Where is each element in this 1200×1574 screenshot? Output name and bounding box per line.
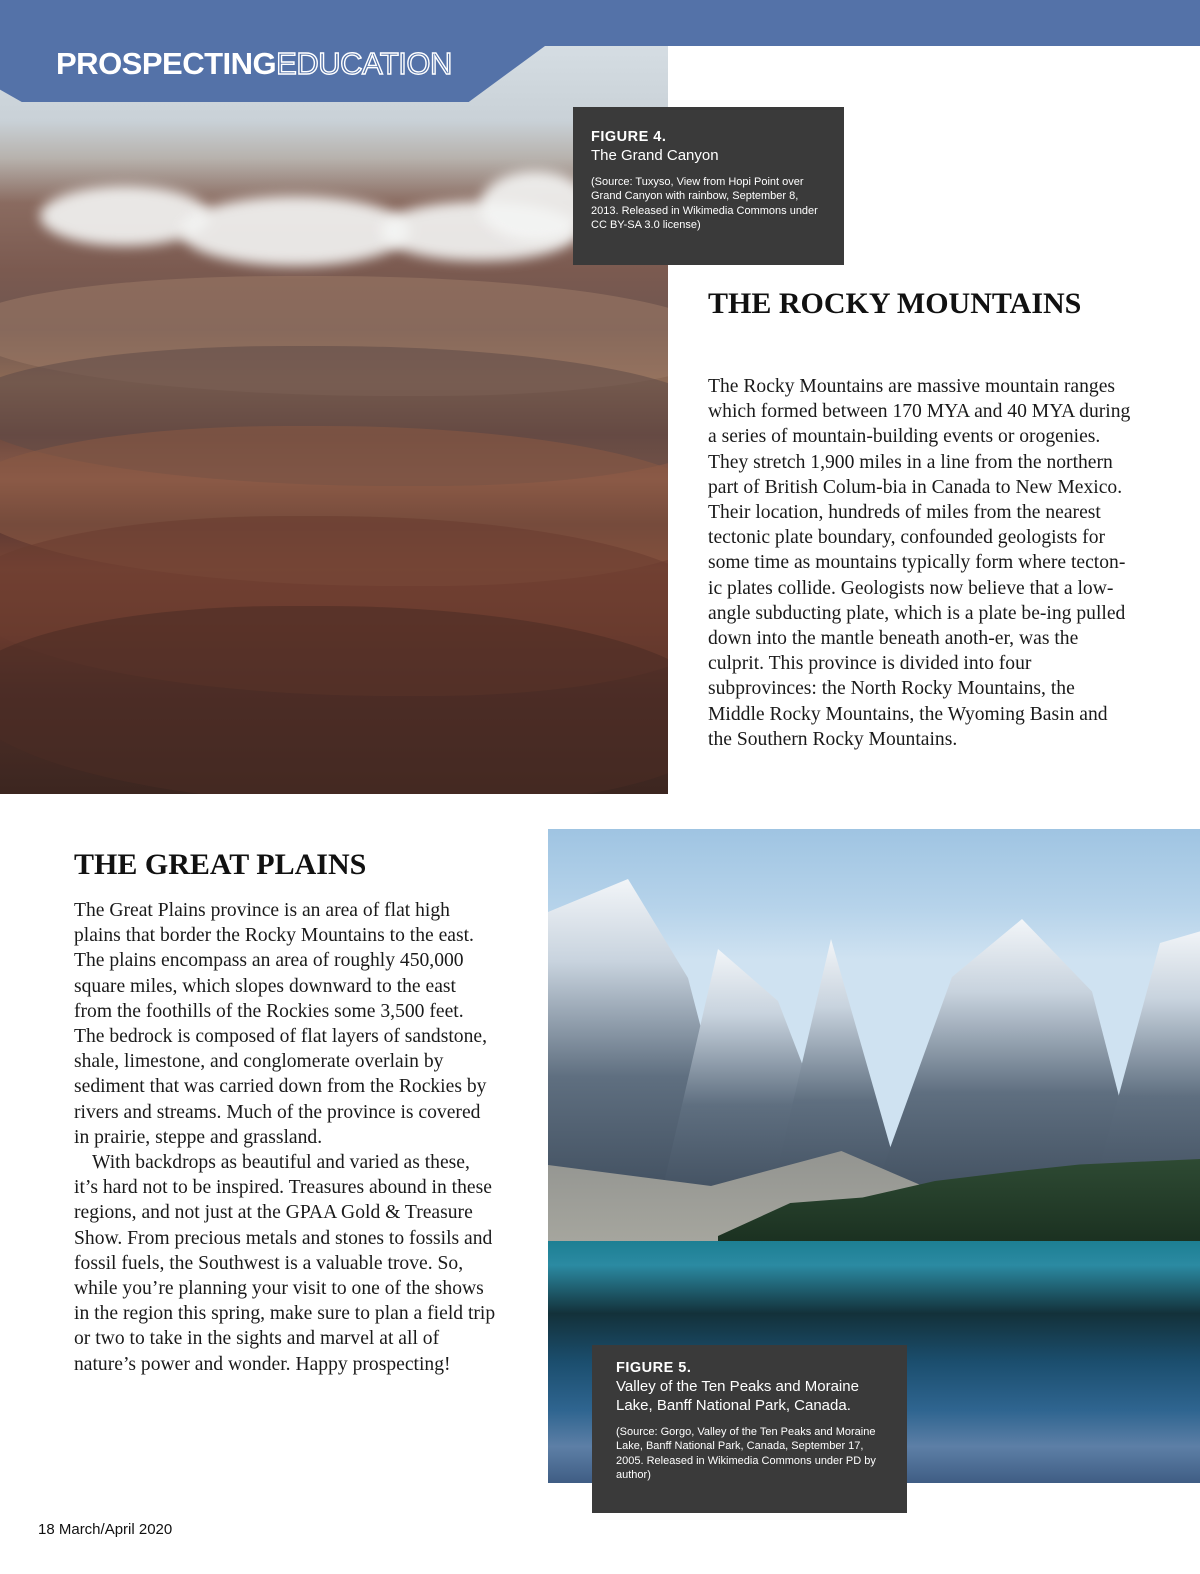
grand-canyon-photo bbox=[0, 46, 668, 794]
great-plains-heading: THE GREAT PLAINS bbox=[74, 848, 367, 881]
figure-4-caption bbox=[573, 107, 844, 265]
paragraph: The Rocky Mountains are massive mountain ranges which formed between 170 MYA and 40 MYA during a series of mountain-building events or orogenies. They stretch 1,900 miles in a line from the northern part of British Colum-bia in Canada to New Mexico. Their location, hundreds of miles from the nearest tectonic plate boundary, confounded geologists for some time as mountains typically form where tecton-ic plates collide. Geologists now believe that a low-angle subducting plate, which is a plate be-ing pulled down into the mantle beneath anoth-er, was the culprit. This province is divided into four subprovinces: the North Rocky Mountains, the Middle Rocky Mountains, the Wyoming Basin and the Southern Rocky Mountains. bbox=[708, 376, 1131, 750]
logo-part-prospecting: PROSPECTING bbox=[56, 46, 277, 81]
rocky-mountains-body bbox=[708, 374, 1133, 752]
figure-source: (Source: Gorgo, Valley of the Ten Peaks and Moraine Lake, Banff National Park, Canada, September 17, 2005. Released in Wikimedia Commons under PD by author) bbox=[616, 1426, 876, 1481]
figure-title: Valley of the Ten Peaks and Moraine Lake, Banff National Park, Canada. bbox=[616, 1378, 859, 1414]
page-folio: 18 March/April 2020 bbox=[38, 1521, 173, 1538]
paragraph: With backdrops as beautiful and varied as these, it’s hard not to be inspired. Treasures abound in these regions, and not just at the GPAA Gold & Treasure Show. From precious metals and stones to fossils and fossil fuels, the Southwest is a valuable trove. So, while you’re planning your visit to one of the shows in the region this spring, make sure to plan a field trip or two to take in the sights and marvel at all of nature’s power and wonder. Happy prospecting! bbox=[74, 1152, 496, 1375]
header-band bbox=[0, 0, 1200, 46]
rocky-mountains-heading: THE ROCKY MOUNTAINS bbox=[708, 287, 1082, 320]
figure-label: FIGURE 5. bbox=[616, 1360, 692, 1376]
paragraph: The Great Plains province is an area of flat high plains that border the Rocky Mountains to the east. The plains encompass an area of roughly 450,000 square miles, which slopes downward to the east from the foothills of the Rockies some 3,500 feet. The bedrock is composed of flat layers of sandstone, shale, limestone, and conglomerate overlain by sediment that was carried down from the Rockies by rivers and streams. Much of the province is covered in prairie, steppe and grassland. bbox=[74, 900, 487, 1148]
figure-5-caption bbox=[592, 1345, 907, 1513]
figure-label: FIGURE 4. bbox=[591, 129, 667, 145]
section-logo bbox=[56, 46, 452, 82]
great-plains-body bbox=[74, 898, 496, 1377]
figure-title: The Grand Canyon bbox=[591, 147, 719, 164]
figure-source: (Source: Tuxyso, View from Hopi Point over Grand Canyon with rainbow, September 8, 2013. Released in Wikimedia Commons under CC BY-SA 3.0 license) bbox=[591, 176, 818, 231]
logo-part-education: EDUCATION bbox=[276, 46, 452, 81]
